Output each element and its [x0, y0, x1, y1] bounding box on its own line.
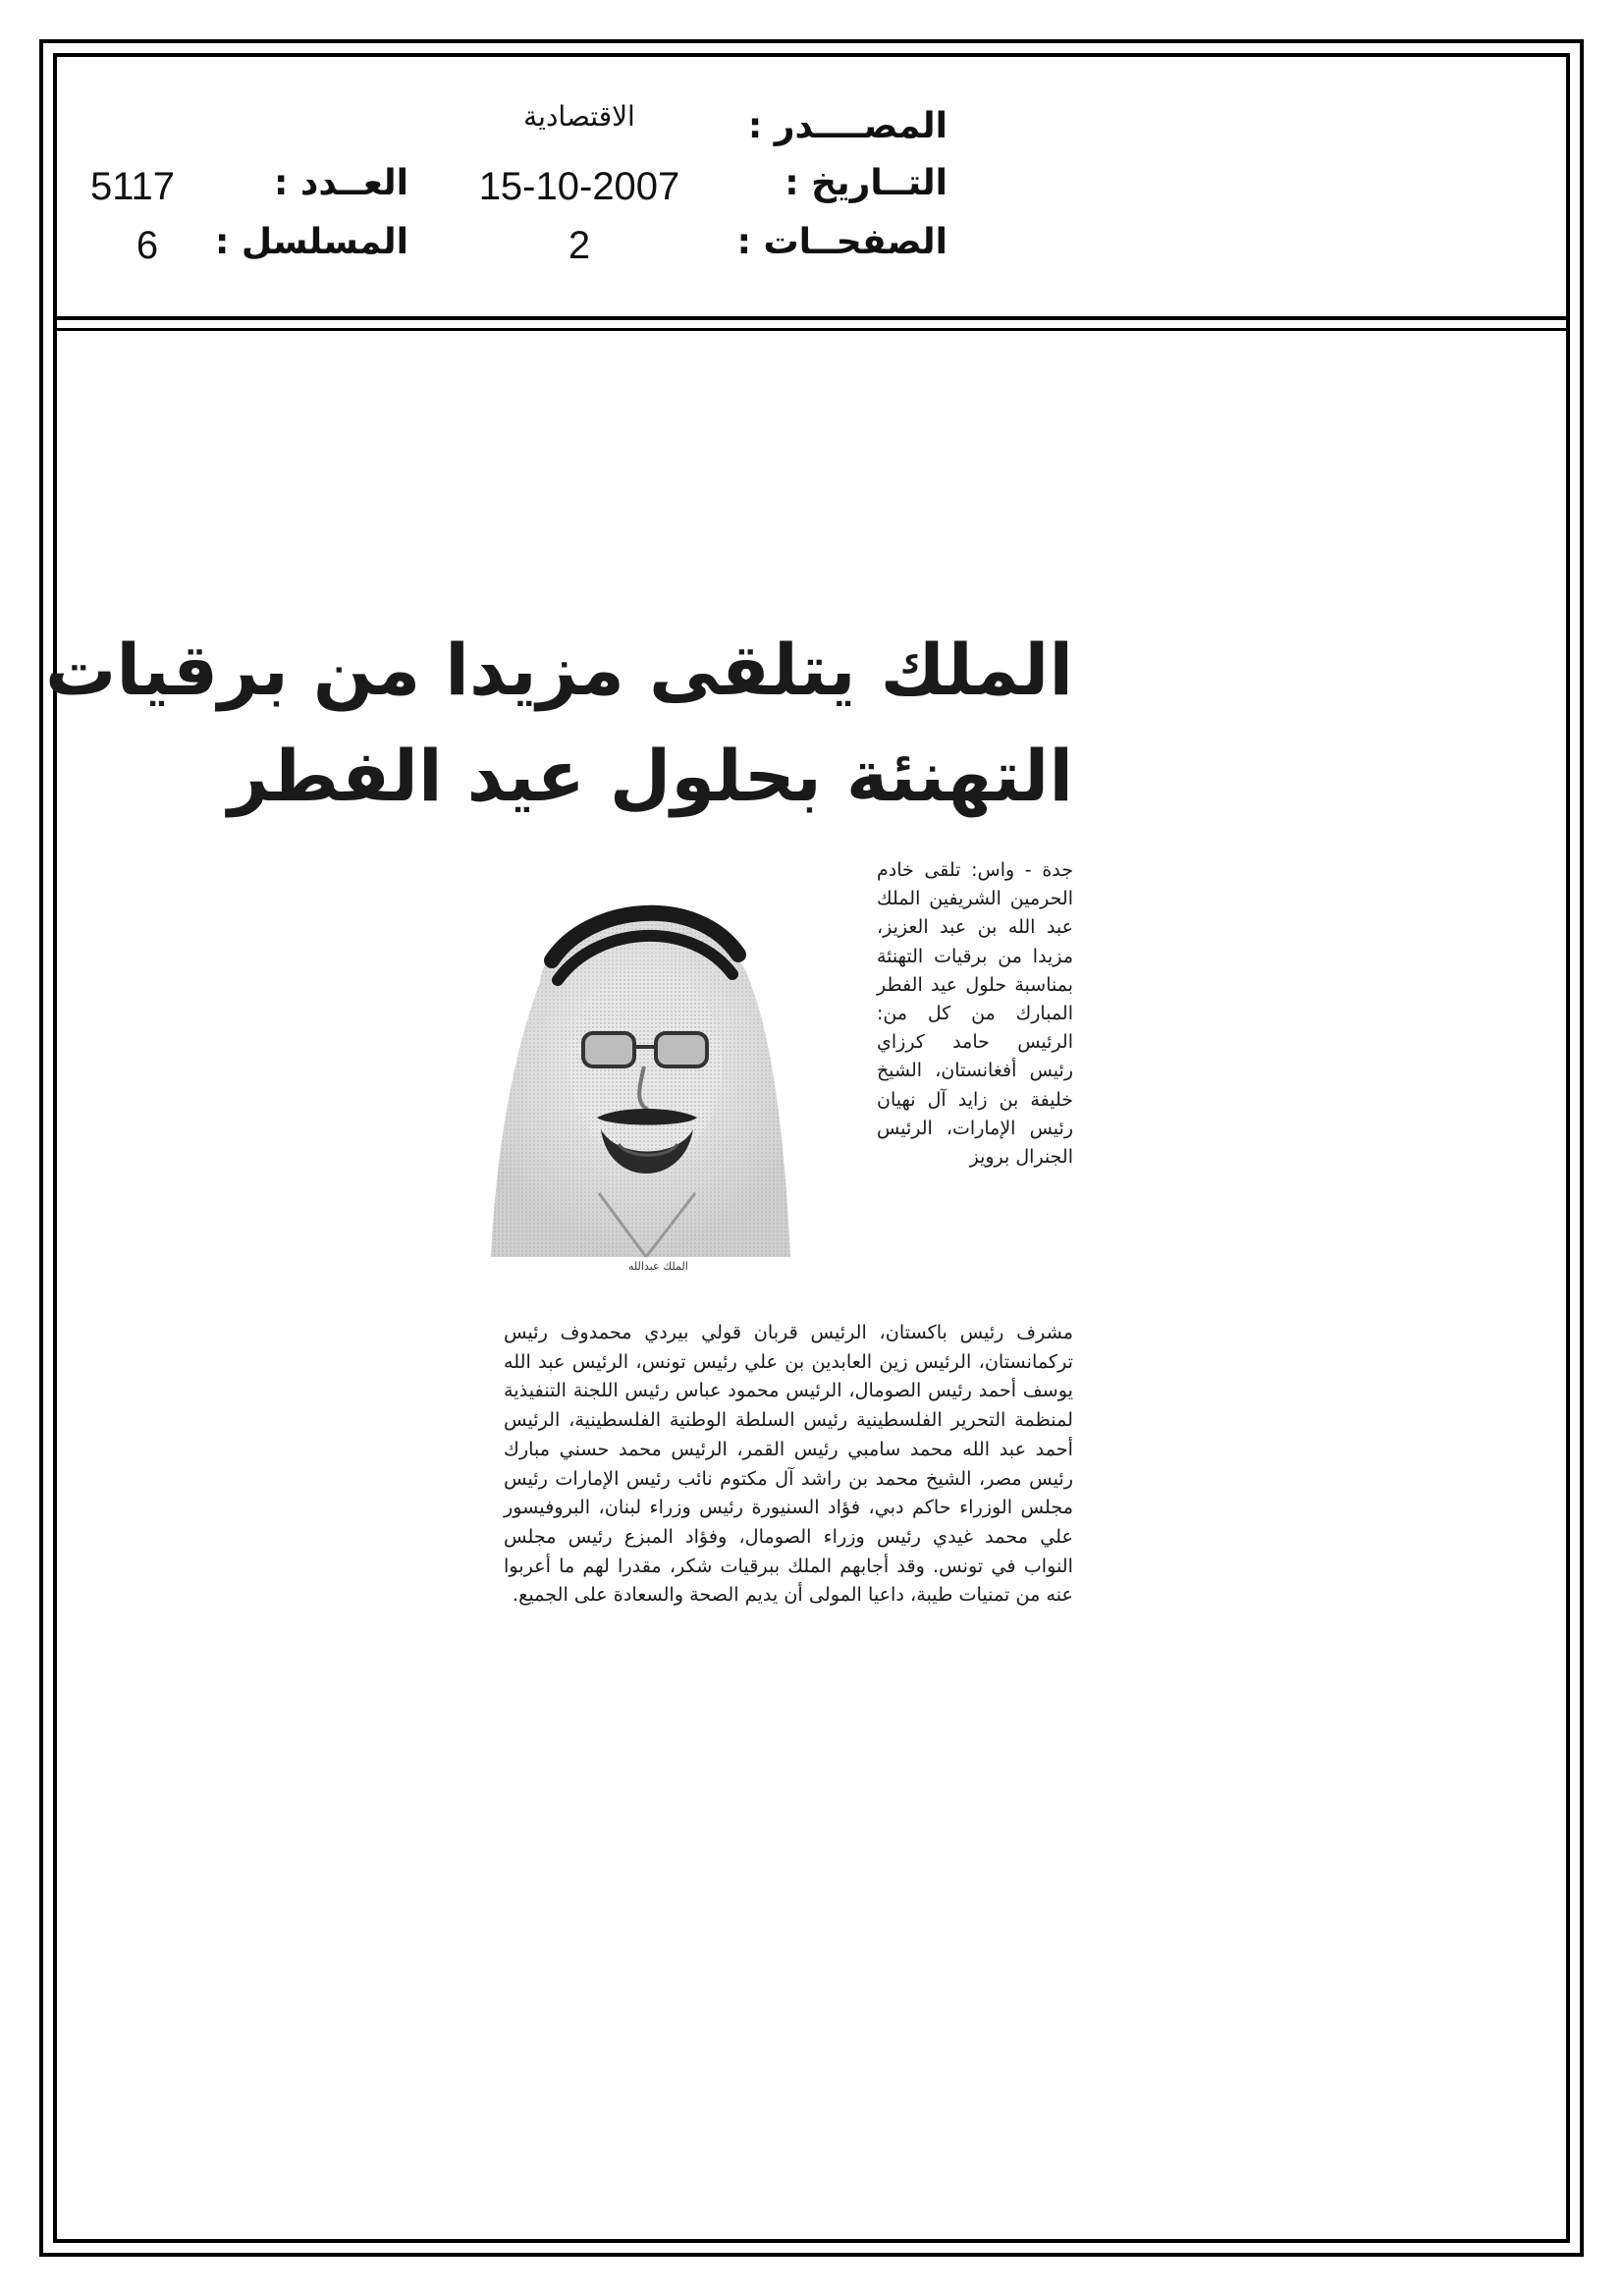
serial-value: 6 — [135, 224, 159, 267]
king-portrait-photo — [481, 864, 795, 1257]
article-headline-line-1: الملك يتلقى مزيدا من برقيات — [45, 629, 1073, 711]
article-headline-line-2: التهنئة بحلول عيد الفطر — [228, 735, 1073, 817]
pages-label: الصفحــات : — [736, 222, 947, 262]
issue-value: 5117 — [89, 165, 175, 208]
date-value: 15-10-2007 — [478, 165, 680, 208]
article-body-text: مشرف رئيس باكستان، الرئيس قربان قولي بيردي محمدوف رئيس تركمانستان، الرئيس زين العابدين بن علي رئيس تونس، الرئيس عبد الله يوسف أحمد رئيس الصومال، الرئيس محمود عباس رئيس اللجنة التنفيذية لمنظمة التحرير الفلسطينية رئيس السلطة الوطنية الفلسطينية، الرئيس أحمد عبد الله محمد سامبي رئيس القمر، الرئيس محمد حسني مبارك رئيس مصر، الشيخ محمد بن راشد آل مكتوم نائب رئيس الإمارات رئيس مجلس الوزراء حاكم دبي، فؤاد السنيورة رئيس وزراء لبنان، البروفيسور علي محمد غيدي رئيس وزراء الصومال، وفؤاد المبزع رئيس مجلس النواب في تونس. وقد أجابهم الملك ببرقيات شكر، مقدرا لهم ما أعربوا عنه من تمنيات طيبة، داعيا المولى أن يديم الصحة والسعادة على الجميع. — [504, 1321, 1073, 1607]
header-divider — [53, 316, 1570, 320]
issue-label: العــدد : — [274, 163, 408, 203]
source-value: الاقتصادية — [523, 100, 635, 133]
page-frame-inner — [53, 53, 1570, 2243]
pages-value: 2 — [568, 224, 591, 267]
date-label: التــاريخ : — [784, 163, 947, 203]
article-intro-column: جدة - واس: تلقى خادم الحرمين الشريفين الملك عبد الله بن عبد العزيز، مزيدا من برقيات التهنئة بمناسبة حلول عيد الفطر المبارك من كل من: الرئيس حامد كرزاي رئيس أفغانستان، الشيخ خليفة بن زايد آل نهيان رئيس الإمارات، الرئيس الجنرال برويز — [877, 859, 1073, 1169]
photo-caption: الملك عبدالله — [628, 1260, 688, 1273]
serial-label: المسلسل : — [214, 222, 408, 262]
header-divider-inner — [53, 328, 1570, 331]
source-label: المصــــدر : — [747, 106, 947, 146]
